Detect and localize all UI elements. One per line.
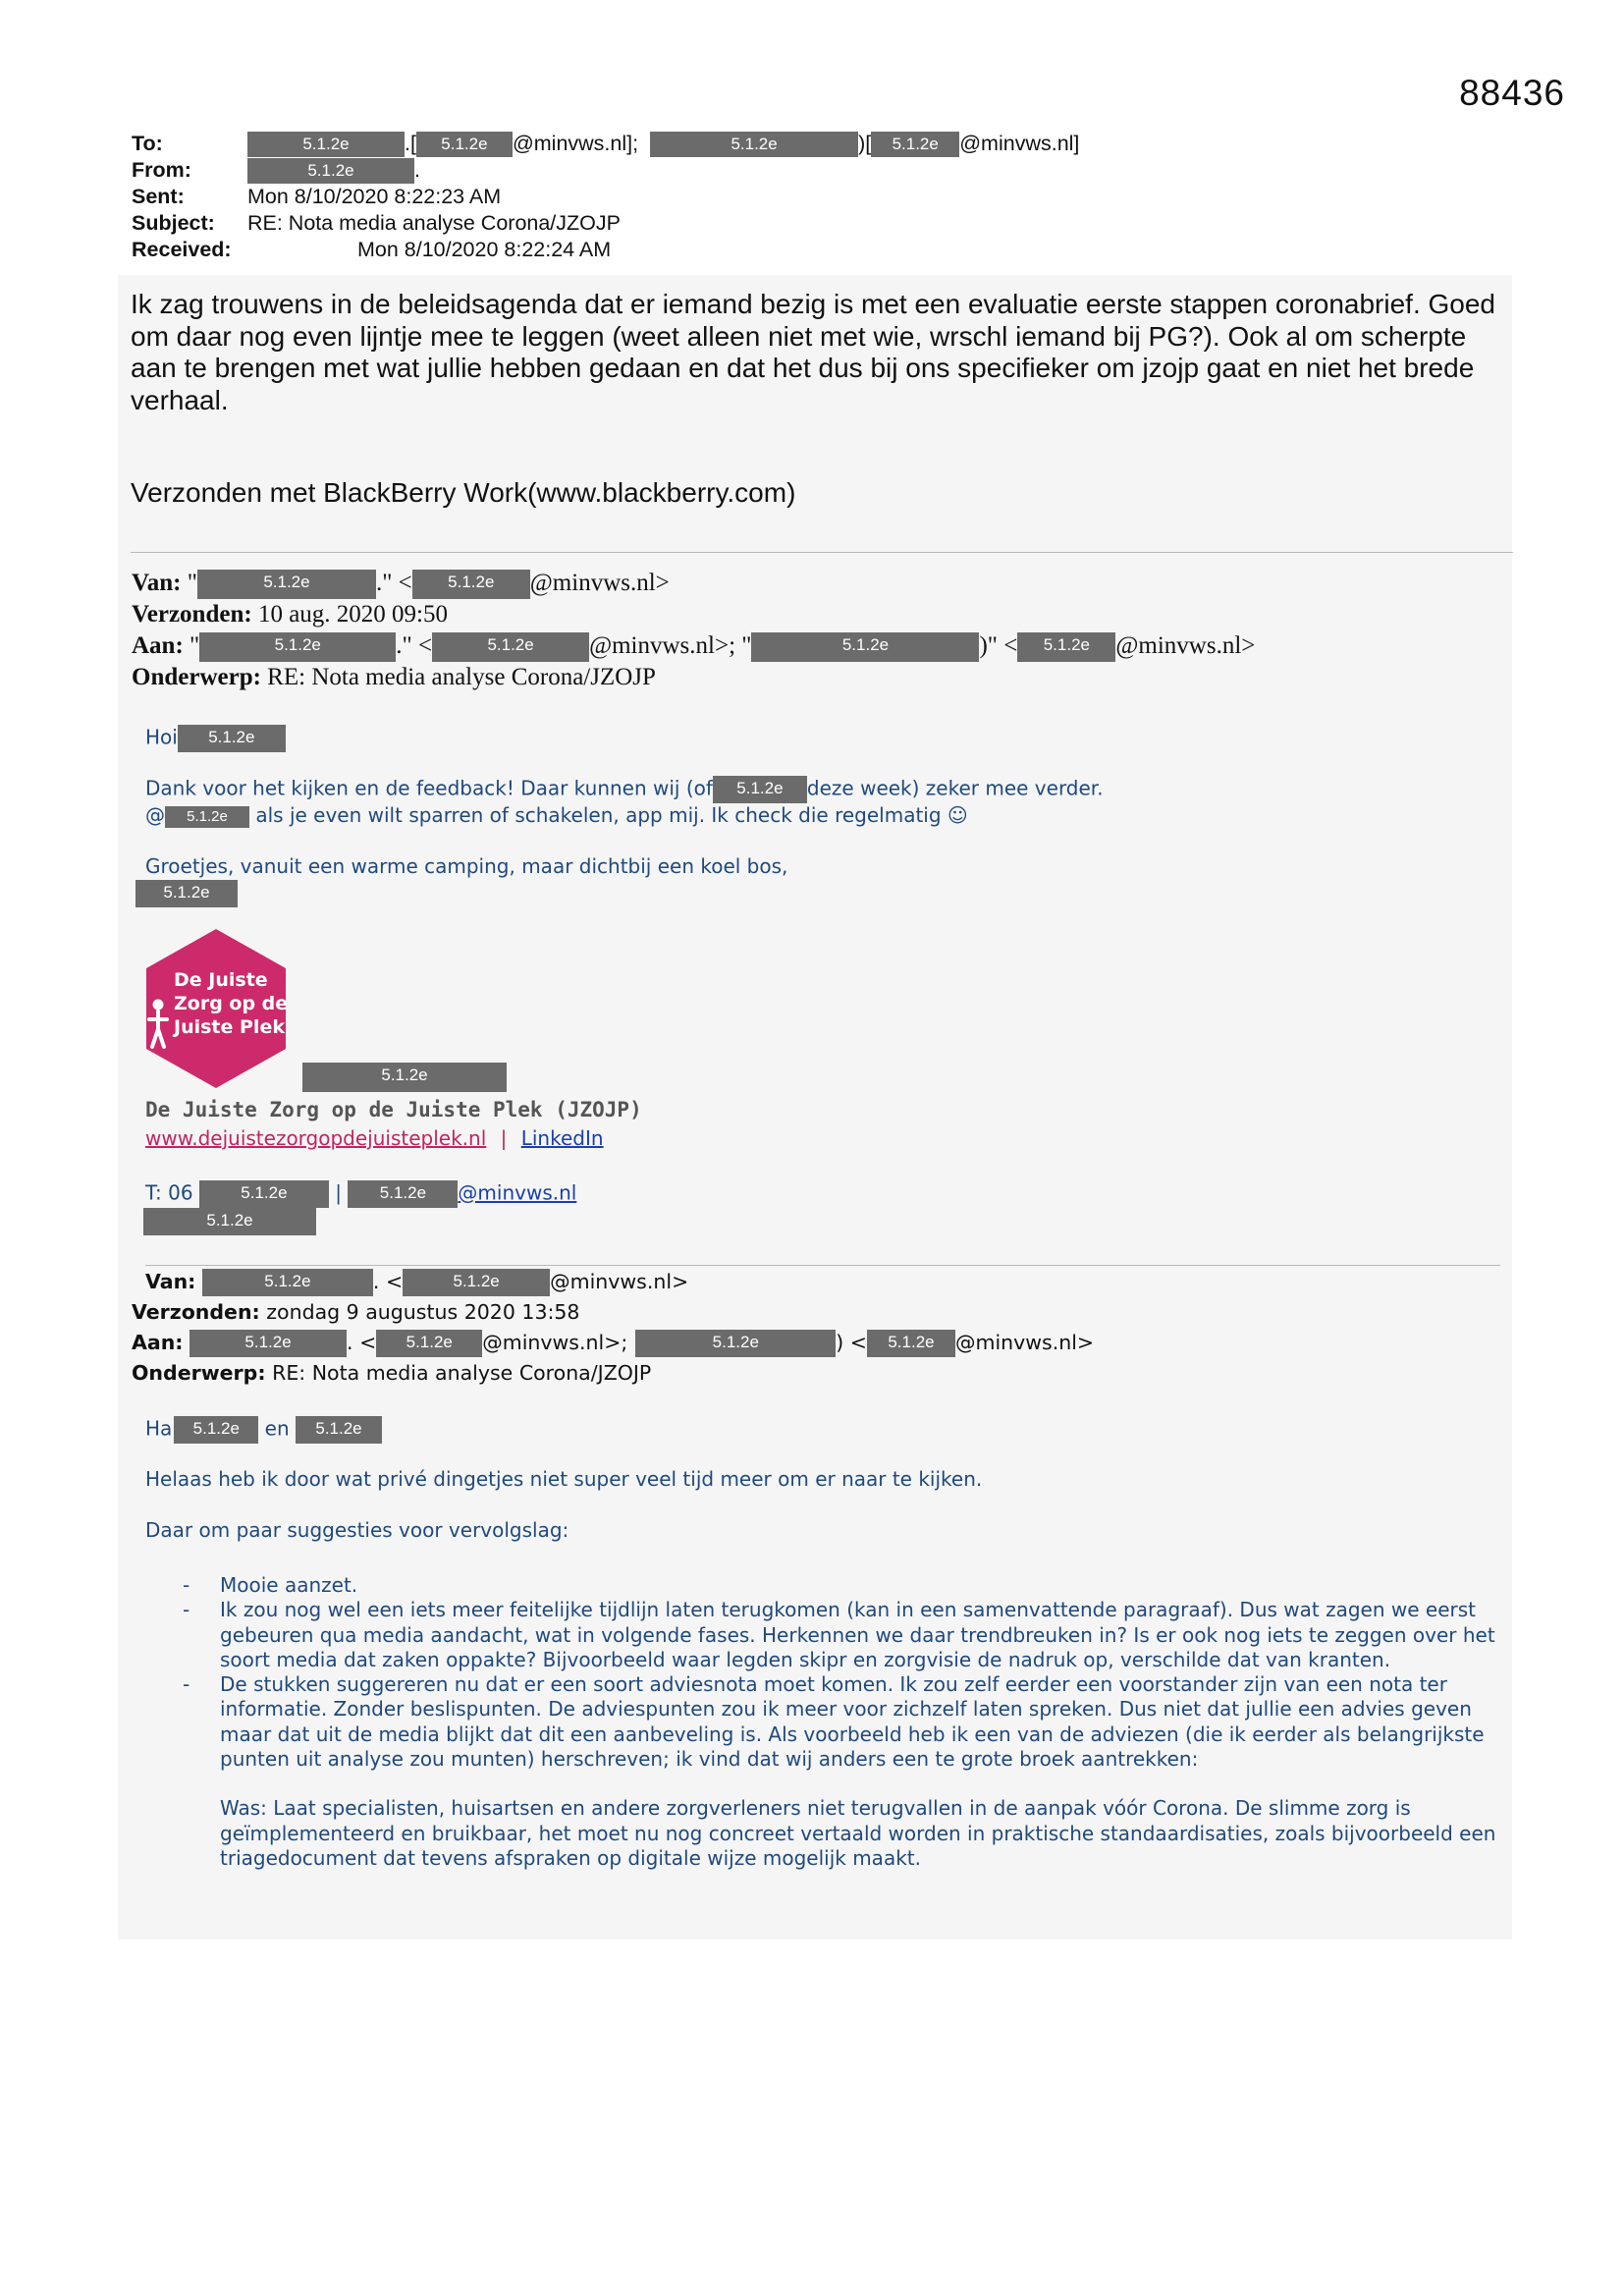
email3-lead: Daar om paar suggesties voor vervolgslag: [145,1518,569,1542]
logo-text-line: De Juiste [174,969,268,991]
redaction-box: 5.1.2e [871,132,959,157]
header-from-row [132,157,420,184]
onderwerp-label: Onderwerp: [132,1361,266,1385]
list-item: - Ik zou nog wel een iets meer feitelijke tijdlijn laten terugkomen (kan in een samenvattende paragraaf). Dus wat zagen we eerst gebeuren qua media aandacht, wat in volgende fases. Herkennen we daar trendbreuken in? Is er ook nog iets te zeggen over het soort media dat zaken oppakte? Bijvoorbeeld waar legden skipr en zorgvisie de nadruk op, verschilde dat van kranten. [183,1598,1498,1672]
main-message: Ik zag trouwens in de beleidsagenda dat er iemand bezig is met een evaluatie eerste stappen coronabrief. Goed om daar nog even lijntje mee te leggen (weet alleen niet met wie, wrschl iemand bij PG?). Ook al om scherpte aan te brengen met wat jullie hebben gedaan en dat het dus bij ons specifieker om jzojp gaat en niet het brede verhaal. [131,289,1495,415]
aan-domain: @minvws.nl> [954,1331,1095,1354]
linkedin-link[interactable]: LinkedIn [520,1126,604,1150]
aan-domain: @minvws.nl>; " [589,632,752,659]
redaction-box: 5.1.2e [1017,632,1115,662]
redaction-box: 5.1.2e [135,880,238,907]
redaction-box: 5.1.2e [199,632,396,662]
aan-domain: @minvws.nl> [1115,632,1256,659]
divider [131,552,1513,553]
redaction-box: 5.1.2e [650,132,858,157]
to-separator: .[ [404,132,416,155]
redaction-box: 5.1.2e [403,1269,550,1296]
website-link[interactable]: www.dejuistezorgopdejuisteplek.nl [145,1126,487,1150]
email-link[interactable]: @minvws.nl [458,1180,577,1205]
signature-phone [145,1180,576,1208]
van-domain: @minvws.nl> [529,570,670,596]
redaction-box: 5.1.2e [302,1063,507,1092]
verzonden-value: 10 aug. 2020 09:50 [257,601,448,628]
signature-extra [143,1208,316,1235]
redaction-box: 5.1.2e [296,1416,382,1444]
suggestion-list [183,1573,1498,1871]
redaction-box: 5.1.2e [412,570,530,599]
greeting-text: Hoi [145,725,178,749]
to-separator: )[ [858,132,872,155]
redaction-box: 5.1.2e [416,132,513,157]
body-text: Dank voor het kijken en de feedback! Daar kunnen wij (of [145,776,713,800]
redaction-box: 5.1.2e [635,1330,836,1357]
phone-separator: | [335,1180,343,1205]
van-label: Van: [145,1270,196,1293]
redaction-box: 5.1.2e [751,632,979,662]
email3-onderwerp-row [132,1361,651,1385]
greeting-text: en [264,1416,290,1441]
to-domain: @minvws.nl]; [512,132,639,155]
van-separator: ." < [375,570,412,596]
to-label: To: [132,132,163,155]
redaction-box: 5.1.2e [189,1330,347,1357]
list-item: - Mooie aanzet. [183,1573,1498,1598]
from-label: From: [132,158,191,182]
redaction-box: 5.1.2e [174,1416,258,1444]
to-domain: @minvws.nl] [959,132,1080,155]
aan-domain: @minvws.nl>; [482,1331,628,1354]
redaction-box: 5.1.2e [199,1180,329,1208]
body-text: @ [145,803,165,827]
aan-separator: . < [347,1331,377,1354]
redaction-box: 5.1.2e [202,1269,373,1296]
email2-line1 [145,776,1104,803]
email2-sender-name [135,880,238,907]
redaction-box: 5.1.2e [247,158,414,184]
sent-label: Sent: [132,185,185,208]
verzonden-label: Verzonden: [132,601,252,628]
redaction-box: 5.1.2e [376,1330,482,1357]
header-subject-row [132,210,621,237]
van-label: Van: [132,570,182,596]
redaction-box: 5.1.2e [165,806,249,828]
aan-label: Aan: [132,1331,184,1354]
sent-value: Mon 8/10/2020 8:22:23 AM [246,185,502,208]
email3-verzonden-row [132,1300,579,1324]
onderwerp-value: RE: Nota media analyse Corona/JZOJP [272,1361,652,1385]
header-to-row [132,131,1079,157]
header-received-row [132,237,611,263]
subject-label: Subject: [132,211,215,235]
email3-greeting [145,1416,382,1444]
logo-text [174,968,288,1039]
link-separator: | [500,1126,508,1150]
email3-intro: Helaas heb ik door wat privé dingetjes niet super veel tijd meer om er naar te kijken. [145,1467,983,1491]
email2-aan-row [132,632,1255,662]
redaction-box: 5.1.2e [197,570,376,599]
redaction-box: 5.1.2e [143,1208,316,1235]
logo-text-line: Juiste Plek [174,1016,285,1038]
body-text: deze week) zeker mee verder. [806,776,1104,800]
email2-van-row [132,570,670,599]
signature-name [302,1063,507,1092]
verzonden-value: zondag 9 augustus 2020 13:58 [266,1300,580,1324]
redaction-box: 5.1.2e [348,1180,458,1208]
greeting-text: Ha [145,1416,173,1441]
redaction-box: 5.1.2e [432,632,589,662]
signature-links [145,1126,604,1150]
onderwerp-value: RE: Nota media analyse Corona/JZOJP [267,664,656,690]
subject-value: RE: Nota media analyse Corona/JZOJP [246,211,621,235]
redaction-box: 5.1.2e [867,1330,955,1357]
received-value: Mon 8/10/2020 8:22:24 AM [356,238,612,261]
organisation-name: De Juiste Zorg op de Juiste Plek (JZOJP) [145,1098,642,1121]
received-label: Received: [132,238,232,261]
email2-verzonden-row [132,601,448,629]
jzojp-logo [144,927,288,1095]
logo-text-line: Zorg op de [174,993,289,1014]
van-separator: . < [372,1270,404,1293]
email3-van-row [145,1269,688,1296]
from-tail: . [413,158,420,182]
blackberry-signature: Verzonden met BlackBerry Work(www.blackberry.com) [131,477,796,508]
onderwerp-label: Onderwerp: [132,664,261,690]
email3-aan-row [132,1330,1094,1357]
aan-separator: )" < [979,632,1018,659]
email2-greeting [145,725,286,752]
document-number: 88436 [1459,73,1565,113]
email2-closing: Groetjes, vanuit een warme camping, maar dichtbij een koel bos, [145,854,788,878]
aan-label: Aan: [132,632,184,659]
quote: " [187,570,197,596]
redaction-box: 5.1.2e [247,132,405,157]
divider [145,1265,1500,1266]
redaction-box: 5.1.2e [713,776,807,803]
quote: " [189,632,200,659]
body-text: als je even wilt sparren of schakelen, app mij. Ik check die regelmatig ☺ [255,803,968,827]
phone-prefix: T: 06 [145,1180,193,1205]
email2-onderwerp-row [132,664,656,691]
was-paragraph: Was: Laat specialisten, huisartsen en andere zorgverleners niet terugvallen in de aanpak vóór Corona. De slimme zorg is geïmplementeerd en bruikbaar, het moet nu nog concreet vertaald worden in praktische standaardisaties, zoals bijvoorbeeld een triagedocument dat tevens afspraken op digitale wijze mogelijk maakt. [220,1796,1496,1870]
email2-line2 [145,803,968,828]
aan-separator: ." < [396,632,433,659]
redaction-box: 5.1.2e [178,725,286,752]
van-domain: @minvws.nl> [550,1270,689,1293]
aan-separator: ) < [836,1331,867,1354]
header-sent-row [132,184,501,210]
verzonden-label: Verzonden: [132,1300,260,1324]
list-item: - De stukken suggereren nu dat er een soort adviesnota moet komen. Ik zou zelf eerder een voorstander zijn van een nota ter informatie. Zonder beslispunten. De adviespunten zou ik meer voor zichzelf laten spreken. Dus niet dat jullie een advies geven maar dat uit de media blijkt dat dit een aanbeveling is. Als voorbeeld heb ik een van de adviezen (die ik eerder als belangrijkste punten uit analyse zou munten) herschreven; ik vind dat wij anders een te grote broek aantrekken: [183,1672,1498,1772]
